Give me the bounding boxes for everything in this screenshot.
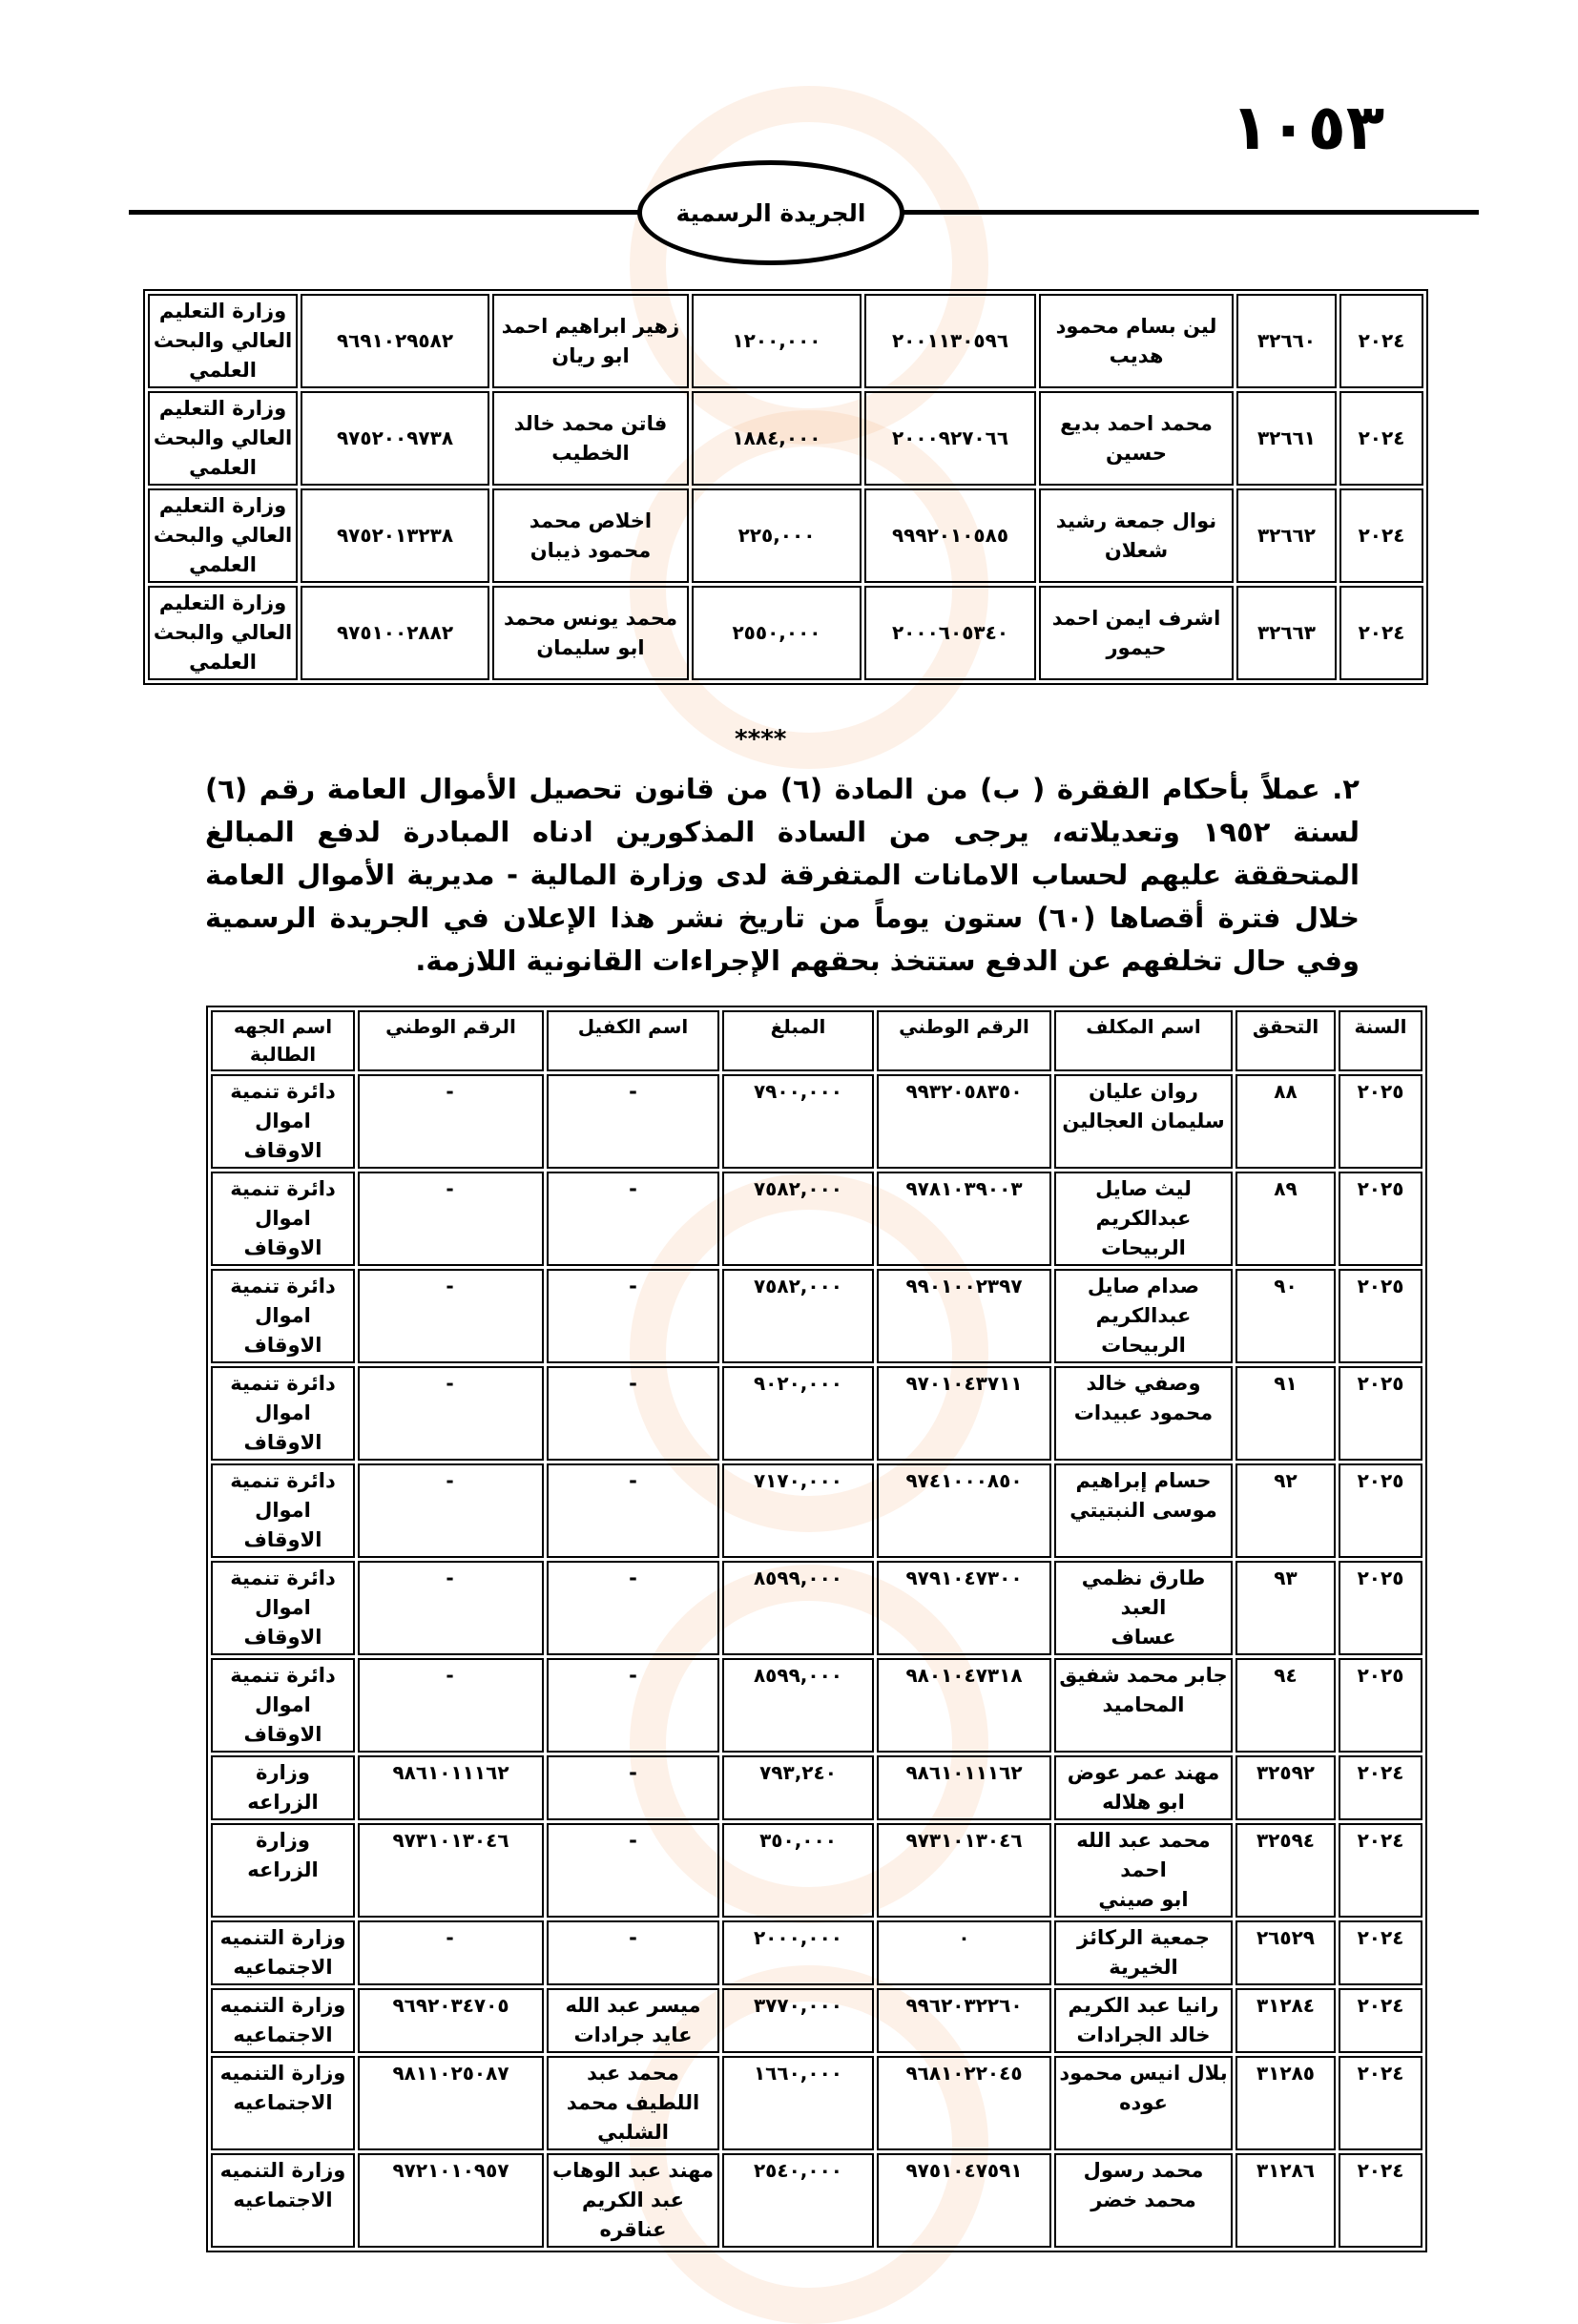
cell-requesting-entity: وزارة التعليم العالي والبحث العلمي — [148, 391, 298, 486]
cell-guarantor-name: فاتن محمد خالد الخطيب — [492, 391, 689, 486]
cell-taxpayer-name: نوال جمعة رشيد شعلان — [1039, 488, 1234, 583]
cell-amount: ٢٠٠٠,٠٠٠ — [722, 1920, 874, 1985]
cell-national-id: ٩٩٠١٠٠٢٣٩٧ — [877, 1269, 1051, 1363]
cell-assessment: ٩١ — [1235, 1366, 1336, 1461]
cell-amount: ٣٥٠,٠٠٠ — [722, 1823, 874, 1918]
cell-guarantor-national-id: - — [358, 1658, 544, 1753]
table-row — [148, 586, 1423, 680]
cell-requesting-entity: وزارة التنميه الاجتماعيه — [211, 2056, 355, 2150]
cell-guarantor-name: - — [547, 1920, 719, 1985]
cell-guarantor-national-id: ٩٧٢١٠١٠٩٥٧ — [358, 2153, 544, 2248]
cell-guarantor-name: زهير ابراهيم احمد ابو ريان — [492, 294, 689, 388]
cell-requesting-entity: وزارة التنميه الاجتماعيه — [211, 2153, 355, 2248]
cell-year: ٢٠٢٤ — [1339, 1823, 1422, 1918]
cell-guarantor-national-id: - — [358, 1172, 544, 1266]
cell-assessment: ٢٦٥٢٩ — [1235, 1920, 1336, 1985]
cell-guarantor-name: ميسر عبد الله عايد جرادات — [547, 1988, 719, 2053]
cell-national-id: ٩٩٦٢٠٣٢٢٦٠ — [877, 1988, 1051, 2053]
cell-national-id: ٢٠٠٠٩٢٧٠٦٦ — [864, 391, 1036, 486]
cell-requesting-entity: دائرة تنمية اموال الاوقاف — [211, 1366, 355, 1461]
cell-assessment: ٩٠ — [1235, 1269, 1336, 1363]
cell-guarantor-name: مهند عبد الوهاب عبد الكريم عناقره — [547, 2153, 719, 2248]
cell-guarantor-national-id: - — [358, 1269, 544, 1363]
cell-national-id: ٢٠٠١١٣٠٥٩٦ — [864, 294, 1036, 388]
cell-amount: ٧١٧٠,٠٠٠ — [722, 1463, 874, 1558]
cell-guarantor-national-id: ٩٨٦١٠١١١٦٢ — [358, 1755, 544, 1820]
cell-guarantor-name: - — [547, 1463, 719, 1558]
cell-requesting-entity: وزارة التنميه الاجتماعيه — [211, 1988, 355, 2053]
cell-amount: ٢٥٤٠,٠٠٠ — [722, 2153, 874, 2248]
cell-year: ٢٠٢٤ — [1339, 586, 1423, 680]
table-row — [211, 1172, 1422, 1266]
cell-taxpayer-name: حسام إبراهيم موسى النبتيتي — [1054, 1463, 1233, 1558]
cell-national-id: ٩٨٦١٠١١١٦٢ — [877, 1755, 1051, 1820]
cell-guarantor-national-id: ٩٧٥٢٠١٣٢٣٨ — [301, 488, 489, 583]
table-row — [148, 294, 1423, 388]
cell-guarantor-national-id: ٩٧٥١٠٠٢٨٨٢ — [301, 586, 489, 680]
table-row — [211, 2056, 1422, 2150]
cell-amount: ٧٥٨٢,٠٠٠ — [722, 1172, 874, 1266]
cell-taxpayer-name: مهند عمر عوض ابو هلاله — [1054, 1755, 1233, 1820]
cell-taxpayer-name: اشرف ايمن احمد حيمور — [1039, 586, 1234, 680]
table-row — [211, 1366, 1422, 1461]
cell-amount: ١٨٨٤,٠٠٠ — [692, 391, 862, 486]
cell-amount: ١٢٠٠,٠٠٠ — [692, 294, 862, 388]
cell-amount: ٨٥٩٩,٠٠٠ — [722, 1658, 874, 1753]
cell-assessment: ٣١٢٨٤ — [1235, 1988, 1336, 2053]
cell-amount: ٣٧٧٠,٠٠٠ — [722, 1988, 874, 2053]
page-number: ١٠٥٣ — [1231, 91, 1385, 164]
cell-requesting-entity: دائرة تنمية اموال الاوقاف — [211, 1561, 355, 1655]
table-row — [211, 1463, 1422, 1558]
cell-guarantor-national-id: ٩٦٩٢٠٣٤٧٠٥ — [358, 1988, 544, 2053]
cell-guarantor-name: - — [547, 1074, 719, 1169]
cell-guarantor-name: - — [547, 1172, 719, 1266]
cell-year: ٢٠٢٥ — [1339, 1561, 1422, 1655]
cell-requesting-entity: دائرة تنمية اموال الاوقاف — [211, 1074, 355, 1169]
cell-assessment: ٨٨ — [1235, 1074, 1336, 1169]
cell-national-id: ٩٨٠١٠٤٧٣١٨ — [877, 1658, 1051, 1753]
cell-guarantor-national-id: - — [358, 1074, 544, 1169]
cell-year: ٢٠٢٤ — [1339, 1988, 1422, 2053]
cell-guarantor-name: - — [547, 1658, 719, 1753]
cell-year: ٢٠٢٤ — [1339, 1755, 1422, 1820]
cell-national-id: ٩٧٤١٠٠٠٨٥٠ — [877, 1463, 1051, 1558]
cell-guarantor-national-id: - — [358, 1920, 544, 1985]
cell-guarantor-name: اخلاص محمد محمود ذيبان — [492, 488, 689, 583]
cell-requesting-entity: وزارة الزراعه — [211, 1755, 355, 1820]
notice-paragraph: ٢. عملاً بأحكام الفقرة ( ب) من المادة (٦) من قانون تحصيل الأموال العامة رقم (٦) لسنة ١٩٥٢ وتعديلاته، يرجى من السادة المذكورين ادناه المبادرة لدفع المبالغ المتحققة عليهم لحساب الامانات المتفرقة لدى وزارة المالية - مديرية الأموال العامة خلال فترة أقصاها (٦٠) ستون يوماً من تاريخ نشر هذا الإعلان في الجريدة الرسمية وفي حال تخلفهم عن الدفع ستتخذ بحقهم الإجراءات القانونية اللازمة. — [205, 773, 1360, 977]
cell-national-id: ٩٩٣٢٠٥٨٣٥٠ — [877, 1074, 1051, 1169]
cell-assessment: ٩٣ — [1235, 1561, 1336, 1655]
cell-year: ٢٠٢٤ — [1339, 294, 1423, 388]
table-row — [211, 1561, 1422, 1655]
header-taxpayer-name: اسم المكلف — [1054, 1010, 1233, 1071]
cell-assessment: ٩٤ — [1235, 1658, 1336, 1753]
cell-amount: ١٦٦٠,٠٠٠ — [722, 2056, 874, 2150]
cell-assessment: ٣١٢٨٦ — [1235, 2153, 1336, 2248]
cell-guarantor-national-id: - — [358, 1561, 544, 1655]
cell-taxpayer-name: وصفي خالد محمود عبيدات — [1054, 1366, 1233, 1461]
cell-taxpayer-name: محمد عبد الله احمد ابو صيني — [1054, 1823, 1233, 1918]
cell-assessment: ٣٢٥٩٤ — [1235, 1823, 1336, 1918]
cell-guarantor-national-id: ٩٨١١٠٢٥٠٨٧ — [358, 2056, 544, 2150]
cell-taxpayer-name: جابر محمد شفيق المحاميد — [1054, 1658, 1233, 1753]
table-row — [211, 2153, 1422, 2248]
cell-taxpayer-name: ليث صايل عبدالكريم الربيحات — [1054, 1172, 1233, 1266]
table-row — [211, 1658, 1422, 1753]
cell-guarantor-name: - — [547, 1561, 719, 1655]
cell-requesting-entity: وزارة التعليم العالي والبحث العلمي — [148, 586, 298, 680]
cell-national-id: ٠ — [877, 1920, 1051, 1985]
cell-guarantor-name: - — [547, 1755, 719, 1820]
cell-assessment: ٣٢٦٦٣ — [1236, 586, 1337, 680]
table-1 — [143, 289, 1428, 685]
cell-year: ٢٠٢٤ — [1339, 2056, 1422, 2150]
cell-guarantor-national-id: ٩٦٩١٠٢٩٥٨٢ — [301, 294, 489, 388]
header-guarantor-name: اسم الكفيل — [547, 1010, 719, 1071]
cell-guarantor-name: محمد يونس محمد ابو سليمان — [492, 586, 689, 680]
cell-requesting-entity: وزارة التنميه الاجتماعيه — [211, 1920, 355, 1985]
cell-national-id: ٩٩٩٢٠١٠٥٨٥ — [864, 488, 1036, 583]
cell-guarantor-name: - — [547, 1269, 719, 1363]
cell-requesting-entity: دائرة تنمية اموال الاوقاف — [211, 1463, 355, 1558]
cell-assessment: ٣٢٦٦١ — [1236, 391, 1337, 486]
header-oval — [637, 160, 904, 265]
cell-assessment: ٣١٢٨٥ — [1235, 2056, 1336, 2150]
cell-taxpayer-name: روان عليان سليمان العجالين — [1054, 1074, 1233, 1169]
cell-guarantor-name: - — [547, 1823, 719, 1918]
cell-amount: ٨٥٩٩,٠٠٠ — [722, 1561, 874, 1655]
table-row — [148, 391, 1423, 486]
separator: **** — [735, 725, 787, 754]
cell-assessment: ٣٢٦٦٢ — [1236, 488, 1337, 583]
cell-amount: ٧٥٨٢,٠٠٠ — [722, 1269, 874, 1363]
cell-amount: ٢٥٥٠,٠٠٠ — [692, 586, 862, 680]
cell-year: ٢٠٢٤ — [1339, 391, 1423, 486]
cell-taxpayer-name: بلال انيس محمود عوده — [1054, 2056, 1233, 2150]
cell-taxpayer-name: محمد رسول محمد خضر — [1054, 2153, 1233, 2248]
cell-national-id: ٩٧٠١٠٤٣٧١١ — [877, 1366, 1051, 1461]
cell-amount: ٧٩٠٠,٠٠٠ — [722, 1074, 874, 1169]
header-title: الجريدة الرسمية — [675, 198, 866, 227]
cell-year: ٢٠٢٥ — [1339, 1366, 1422, 1461]
header-year: السنة — [1339, 1010, 1422, 1071]
cell-guarantor-name: - — [547, 1366, 719, 1461]
cell-national-id: ٩٦٨١٠٢٢٠٤٥ — [877, 2056, 1051, 2150]
cell-year: ٢٠٢٤ — [1339, 1920, 1422, 1985]
cell-year: ٢٠٢٥ — [1339, 1658, 1422, 1753]
header-national-id: الرقم الوطني — [877, 1010, 1051, 1071]
cell-taxpayer-name: لين بسام محمود هديب — [1039, 294, 1234, 388]
cell-requesting-entity: دائرة تنمية اموال الاوقاف — [211, 1172, 355, 1266]
header-requesting-entity: اسم الجهه الطالبة — [211, 1010, 355, 1071]
cell-guarantor-national-id: ٩٧٣١٠١٣٠٤٦ — [358, 1823, 544, 1918]
header-assessment: التحقق — [1235, 1010, 1336, 1071]
cell-requesting-entity: وزارة التعليم العالي والبحث العلمي — [148, 294, 298, 388]
cell-year: ٢٠٢٥ — [1339, 1172, 1422, 1266]
header-amount: المبلغ — [722, 1010, 874, 1071]
cell-year: ٢٠٢٥ — [1339, 1074, 1422, 1169]
table-row — [211, 1823, 1422, 1918]
cell-national-id: ٩٧٣١٠١٣٠٤٦ — [877, 1823, 1051, 1918]
cell-taxpayer-name: جمعية الركائز الخيرية — [1054, 1920, 1233, 1985]
cell-year: ٢٠٢٤ — [1339, 488, 1423, 583]
table-row — [148, 488, 1423, 583]
cell-amount: ٧٩٣,٢٤٠ — [722, 1755, 874, 1820]
cell-guarantor-name: محمد عبد اللطيف محمد الشلبي — [547, 2056, 719, 2150]
cell-national-id: ٩٧٥١٠٤٧٥٩١ — [877, 2153, 1051, 2248]
table-row — [211, 1074, 1422, 1169]
cell-requesting-entity: دائرة تنمية اموال الاوقاف — [211, 1269, 355, 1363]
cell-assessment: ٩٢ — [1235, 1463, 1336, 1558]
cell-guarantor-national-id: ٩٧٥٢٠٠٩٧٣٨ — [301, 391, 489, 486]
cell-taxpayer-name: رانيا عبد الكريم خالد الجرادات — [1054, 1988, 1233, 2053]
cell-taxpayer-name: محمد احمد بديع حسين — [1039, 391, 1234, 486]
cell-guarantor-national-id: - — [358, 1366, 544, 1461]
cell-requesting-entity: وزارة التعليم العالي والبحث العلمي — [148, 488, 298, 583]
cell-national-id: ٩٧٨١٠٣٩٠٠٣ — [877, 1172, 1051, 1266]
cell-year: ٢٠٢٥ — [1339, 1463, 1422, 1558]
cell-assessment: ٨٩ — [1235, 1172, 1336, 1266]
cell-guarantor-national-id: - — [358, 1463, 544, 1558]
cell-national-id: ٢٠٠٠٦٠٥٣٤٠ — [864, 586, 1036, 680]
header-guarantor-national-id: الرقم الوطني — [358, 1010, 544, 1071]
table-row — [211, 1920, 1422, 1985]
cell-amount: ٩٠٢٠,٠٠٠ — [722, 1366, 874, 1461]
cell-requesting-entity: وزارة الزراعه — [211, 1823, 355, 1918]
cell-year: ٢٠٢٥ — [1339, 1269, 1422, 1363]
table-2 — [206, 1006, 1427, 2252]
cell-taxpayer-name: صدام صايل عبدالكريم الربيحات — [1054, 1269, 1233, 1363]
cell-year: ٢٠٢٤ — [1339, 2153, 1422, 2248]
cell-assessment: ٣٢٦٦٠ — [1236, 294, 1337, 388]
cell-requesting-entity: دائرة تنمية اموال الاوقاف — [211, 1658, 355, 1753]
cell-taxpayer-name: طارق نظمي العبد عساف — [1054, 1561, 1233, 1655]
cell-amount: ٢٢٥,٠٠٠ — [692, 488, 862, 583]
table-row — [211, 1755, 1422, 1820]
cell-national-id: ٩٧٩١٠٤٧٣٠٠ — [877, 1561, 1051, 1655]
table-row — [211, 1269, 1422, 1363]
table-row — [211, 1988, 1422, 2053]
table-header-row — [211, 1010, 1422, 1071]
cell-assessment: ٣٢٥٩٢ — [1235, 1755, 1336, 1820]
